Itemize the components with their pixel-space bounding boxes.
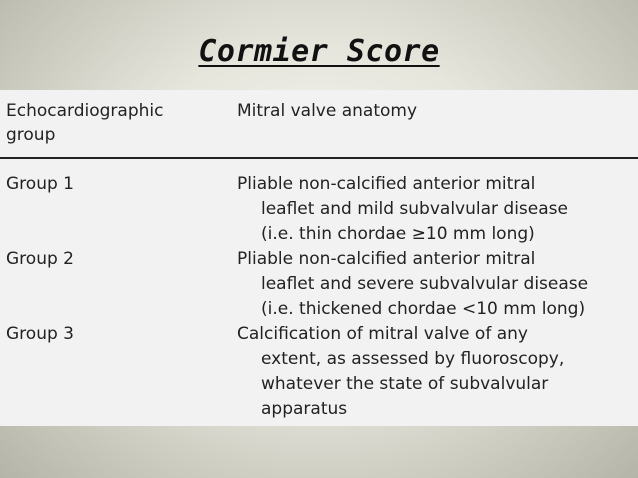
- row-description-line: (i.e. thickened chordae <10 mm long): [261, 299, 586, 319]
- row-description-line: leaflet and mild subvalvular disease: [261, 199, 568, 219]
- row-description-line: extent, as assessed by fluoroscopy,: [261, 349, 565, 369]
- row-group-label: Group 2: [6, 249, 74, 269]
- row-description: [237, 172, 638, 247]
- row-description-line: whatever the state of subvalvular: [261, 374, 549, 394]
- cormier-score-table: [0, 90, 638, 426]
- row-group-label: Group 1: [6, 174, 74, 194]
- header-group-line-2: group: [6, 125, 56, 145]
- row-description-line: (i.e. thin chordae ≥10 mm long): [261, 224, 535, 244]
- row-description: [237, 322, 638, 422]
- slide-title-text: Cormier Score: [198, 34, 440, 69]
- row-group-label: Group 3: [6, 324, 74, 344]
- header-mitral-valve-anatomy: Mitral valve anatomy: [237, 101, 418, 121]
- row-description: [237, 247, 638, 322]
- header-group-line-1: Echocardiographic: [6, 101, 164, 121]
- row-description-line: leaflet and severe subvalvular disease: [261, 274, 589, 294]
- table-header: [0, 90, 638, 159]
- row-description-line: Pliable non-calcified anterior mitral: [237, 249, 536, 269]
- row-description-line: Pliable non-calcified anterior mitral: [237, 174, 536, 194]
- row-description-line: Calcification of mitral valve of any: [237, 324, 528, 344]
- row-description-line: apparatus: [261, 399, 348, 419]
- header-echocardiographic-group: [6, 99, 206, 147]
- slide-title: [0, 34, 638, 69]
